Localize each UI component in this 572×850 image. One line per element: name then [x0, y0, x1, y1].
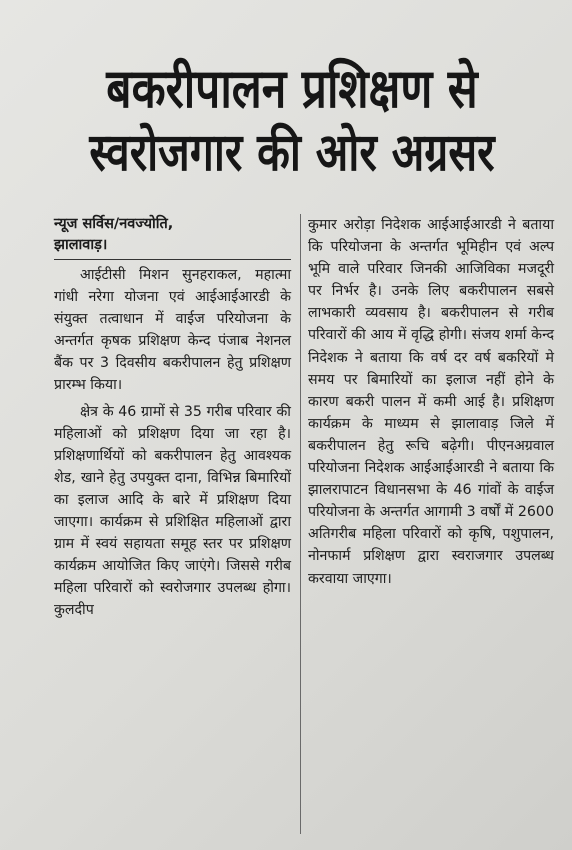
article-paragraph-1: आईटीसी मिशन सुनहराकल, महात्मा गांधी नरेगा योजना एवं आईआईआरडी के संयुक्त तत्वाधान में वाईज परियोजना के अन्तर्गत कृषक प्रशिक्षण केन्द पंजाब नेशनल बैंक पर 3 दिवसीय बकरीपालन हेतु प्रशिक्षण प्रारम्भ किया।	[54, 267, 291, 394]
dateline	[54, 214, 291, 260]
article-column-right	[308, 214, 554, 590]
headline-line-1: बकरीपालन प्रशिक्षण से	[106, 57, 478, 121]
headline-line-2: स्वरोजगार की ओर अग्रसर	[89, 123, 495, 184]
column-divider	[300, 214, 301, 834]
dateline-place: झालावाड़।	[54, 237, 108, 253]
article-column-left	[54, 214, 291, 622]
dateline-source: न्यूज सर्विस/नवज्योति,	[54, 216, 174, 232]
article-paragraph-3: कुमार अरोड़ा निदेशक आईआईआरडी ने बताया कि परियोजना के अन्तर्गत भूमिहीन एवं अल्प भूमि वाले परिवार जिनकी आजिविका मजदूरी पर निर्भर है। उनके लिए बकरीपालन सबसे लाभकारी व्यवसाय है। बकरीपालन से गरीब परिवारों की आय में वृद्धि होगी। संजय शर्मा केन्द निदेशक ने बताया कि वर्ष दर वर्ष बकरियों मे समय पर बिमारियों का इलाज नहीं होने के कारण बकरी पालन में कमी आई है। प्रशिक्षण कार्यक्रम के माध्यम से झालावाड़ जिले में बकरीपालन हेतु रूचि बढ़ेगी। पीएनअग्रवाल परियोजना निदेशक आईआईआरडी ने बताया कि झालरापाटन विधानसभा के 46 गांवों के वाईज परियोजना के अन्तर्गत आगामी 3 वर्षों में 2600 अतिगरीब महिला परिवारों को कृषि, पशुपालन, नोनफार्म प्रशिक्षण द्वारा स्वराजगार उपलब्ध करवाया जाएगा।	[308, 217, 554, 587]
article-headline	[71, 57, 514, 184]
article-paragraph-2: क्षेत्र के 46 ग्रामों से 35 गरीब परिवार की महिलाओं को प्रशिक्षण दिया जा रहा है। प्रशिक्षणार्थियों को बकरीपालन हेतु आवश्यक शेड, खाने हेतु उपयुक्त दाना, विभिन्न बिमारियों का इलाज आदि के बारे में प्रशिक्षण दिया जाएगा। कार्यक्रम से प्रशिक्षित महिलाओं द्वारा ग्राम में स्वयं सहायता समूह स्तर पर प्रशिक्षण कार्यक्रम आयोजित किए जाएंगे। जिससे गरीब महिला परिवारों को स्वरोजगार उपलब्ध होगा। कुलदीप	[54, 403, 291, 619]
